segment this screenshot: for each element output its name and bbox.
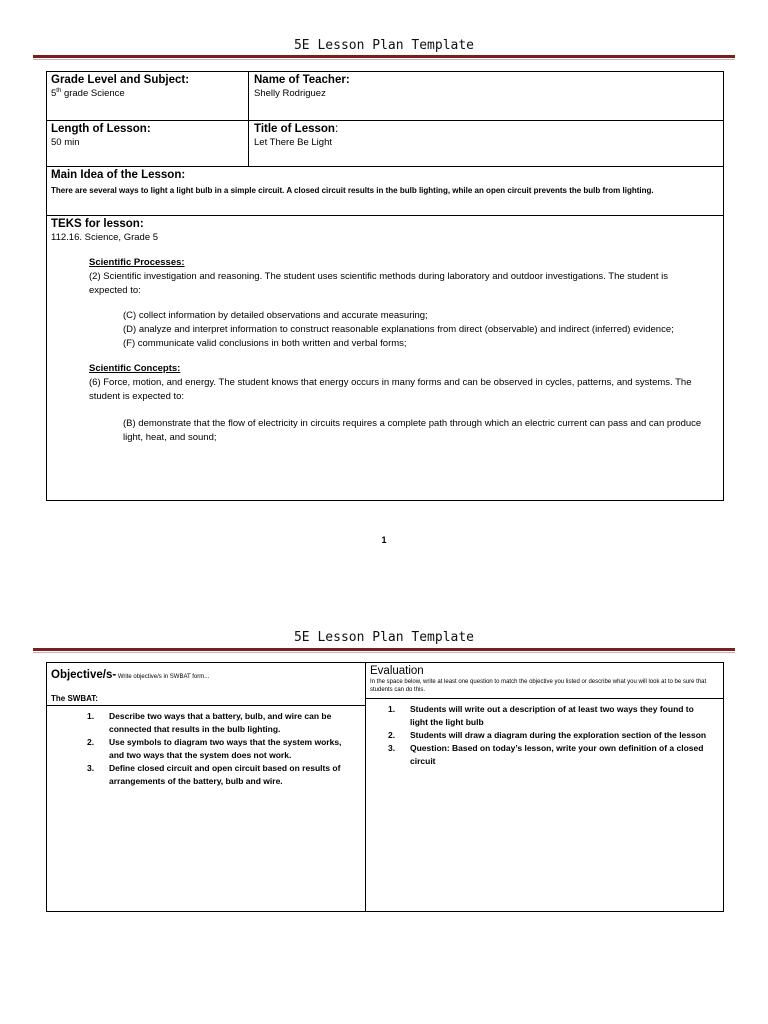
list-item: 3. Question: Based on today’s lesson, write your own definition of a closed circuit — [388, 743, 704, 766]
objective-cell — [46, 662, 366, 912]
grade-level-value: 5th grade Science — [51, 88, 125, 100]
sci-processes-heading: Scientific Processes: — [89, 257, 185, 268]
teacher-value: Shelly Rodriguez — [254, 88, 326, 99]
main-idea-value: There are several ways to light a light bulb in a simple circuit. A closed circuit results in the bulb lighting, while an open circuit prevents the bulb from lighting. — [51, 186, 654, 195]
evaluation-hint: In the space below, write at least one question to match the objective you listed or describe what you will look at to be sure that students can do this. — [370, 679, 707, 693]
swbat-label: The SWBAT: — [51, 694, 98, 703]
scientific-processes — [89, 256, 719, 351]
list-item: 1. Students will write out a description of at least two ways they found to light the light bulb — [388, 704, 694, 727]
objectives-list — [87, 710, 353, 788]
process-item-d: (D) analyze and interpret information to construct reasonable explanations from direct (observable) and indirect (inferred) evidence; — [123, 324, 674, 335]
teks-code: 112.16. Science, Grade 5 — [51, 232, 159, 243]
page-2 — [0, 600, 768, 1024]
document-title: 5E Lesson Plan Template — [293, 38, 474, 53]
teacher-cell — [248, 71, 724, 121]
objective-label: Objective/s- — [51, 669, 117, 681]
teks-cell — [46, 215, 724, 501]
length-cell — [46, 120, 249, 167]
lesson-title-value: Let There Be Light — [254, 137, 332, 148]
sci-concepts-text: (6) Force, motion, and energy. The student knows that energy occurs in many forms and can be observed in cycles, patterns, and systems. The student is expected to: — [89, 377, 692, 402]
list-item: 2. Use symbols to diagram two ways that the system works, and two ways that the system does not work. — [87, 737, 342, 760]
list-item: 2. Students will draw a diagram during the exploration section of the lesson — [388, 730, 707, 740]
evaluation-label: Evaluation — [370, 665, 424, 677]
list-item: 3. Define closed circuit and open circuit based on results of arrangements of the battery, bulb and wire. — [87, 763, 341, 786]
objective-header — [51, 665, 361, 683]
length-value: 50 min — [51, 137, 80, 148]
page-number: 1 — [381, 535, 387, 545]
evaluations-list — [388, 703, 713, 768]
objective-hint: Write objective/s in SWBAT form... — [116, 674, 210, 680]
sci-concepts-heading: Scientific Concepts: — [89, 363, 181, 374]
teks-label: TEKS for lesson: — [51, 218, 144, 230]
grade-level-label: Grade Level and Subject: — [51, 74, 190, 86]
concept-item-b: (B) demonstrate that the flow of electricity in circuits requires a complete path through which an electric current can pass and can produce light, heat, and sound; — [123, 418, 702, 443]
title-rule — [33, 648, 735, 651]
document-title: 5E Lesson Plan Template — [293, 630, 474, 645]
title-rule-thin — [33, 59, 735, 60]
list-item: 1. Describe two ways that a battery, bulb, and wire can be connected that results in the bulb lighting. — [87, 711, 332, 734]
length-label: Length of Lesson: — [51, 123, 151, 135]
title-rule-thin — [33, 652, 735, 653]
process-item-c: (C) collect information by detailed observations and accurate measuring; — [123, 310, 428, 321]
title-rule — [33, 55, 735, 58]
grade-level-cell — [46, 71, 249, 121]
lesson-title-label: Title of Lesson: — [254, 123, 339, 135]
sci-processes-text: (2) Scientific investigation and reasoning. The student uses scientific methods during laboratory and outdoor investigations. The student is expected to: — [89, 271, 668, 296]
scientific-concepts — [89, 362, 719, 445]
lesson-title-cell — [248, 120, 724, 167]
evaluation-cell — [365, 662, 724, 912]
main-idea-cell — [46, 166, 724, 216]
main-idea-label: Main Idea of the Lesson: — [51, 169, 186, 181]
teacher-label: Name of Teacher: — [254, 74, 350, 86]
process-item-f: (F) communicate valid conclusions in both written and verbal forms; — [123, 338, 407, 349]
